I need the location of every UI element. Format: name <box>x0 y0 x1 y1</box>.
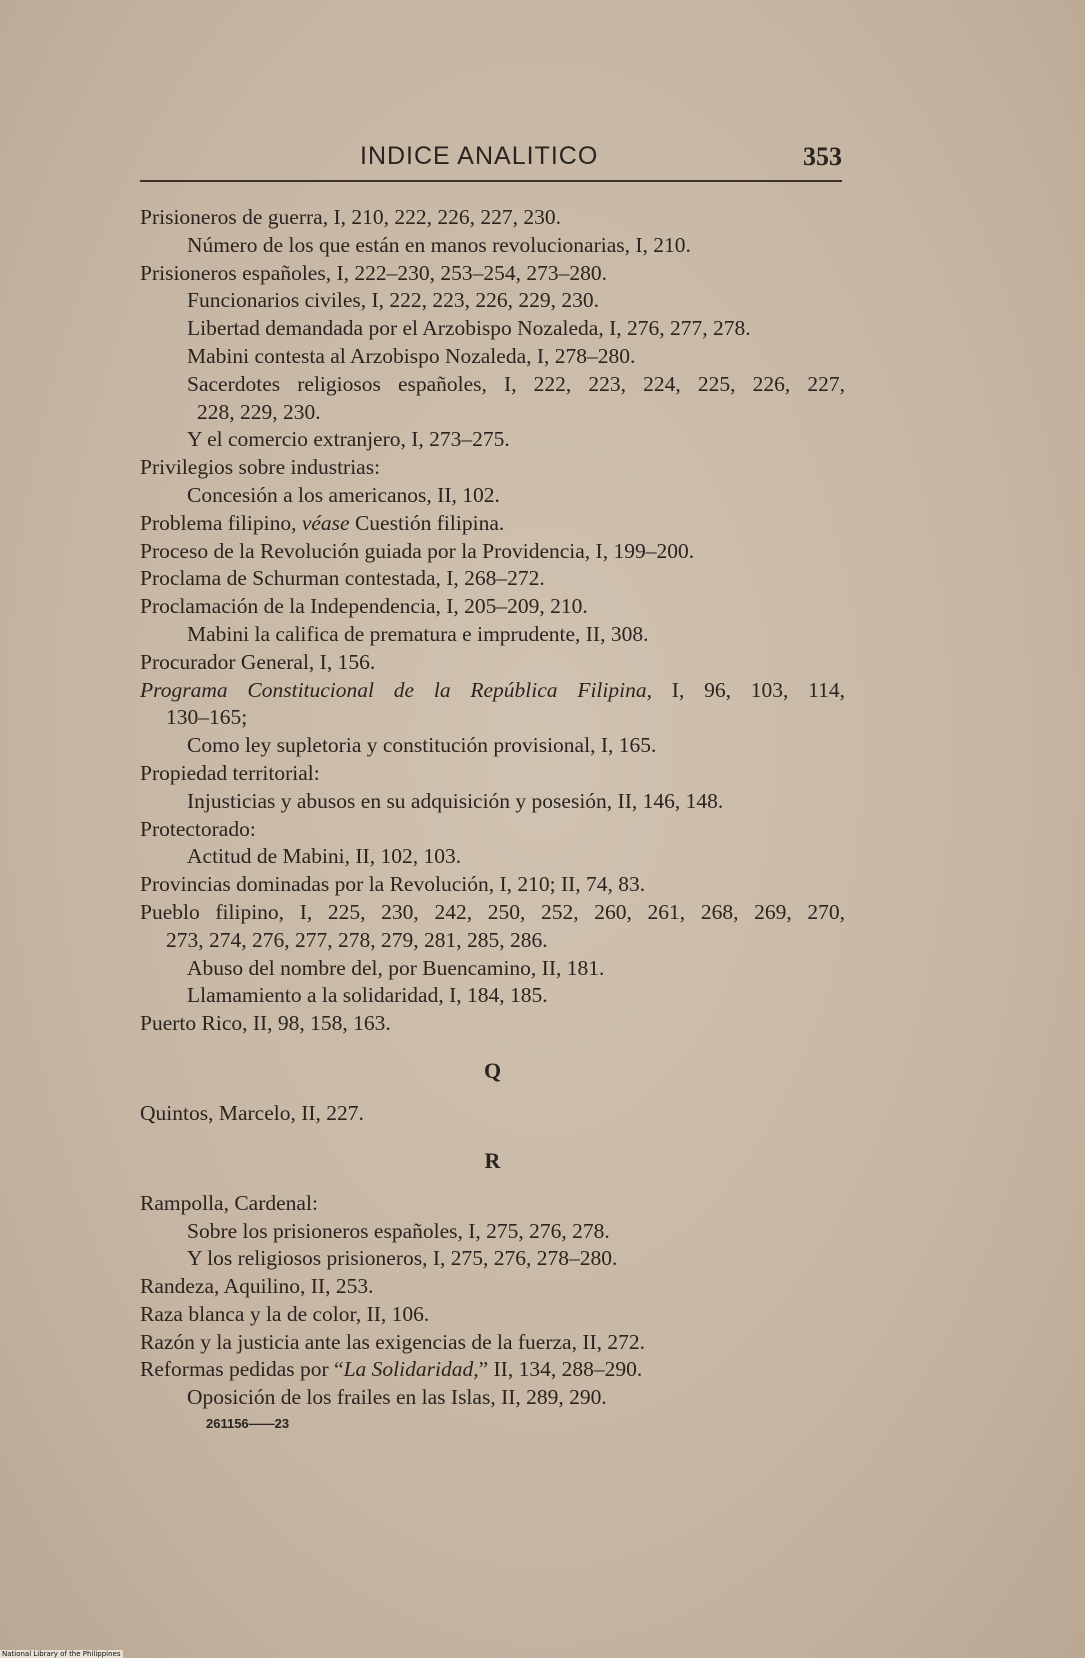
index-continuation: 273, 274, 276, 277, 278, 279, 281, 285, 286. <box>166 927 548 952</box>
index-subentry: Número de los que están en manos revolucionarias, I, 210. <box>187 232 691 257</box>
entry-italic: La Solidaridad, <box>343 1357 479 1382</box>
index-entry: Rampolla, Cardenal: <box>140 1190 318 1215</box>
index-subentry: Sobre los prisioneros españoles, I, 275, 276, 278. <box>187 1218 610 1243</box>
entry-text: Reformas pedidas por “ <box>140 1357 344 1382</box>
index-entry: Privilegios sobre industrias: <box>140 455 381 480</box>
index-entry: Proclama de Schurman contestada, I, 268–272. <box>140 566 545 591</box>
index-entry: Proclamación de la Independencia, I, 205–209, 210. <box>140 594 588 619</box>
index-subentry: Mabini contesta al Arzobispo Nozaleda, I, 278–280. <box>187 343 636 368</box>
index-continuation: 228, 229, 230. <box>197 399 321 424</box>
index-subentry: Concesión a los americanos, II, 102. <box>187 482 500 507</box>
index-continuation: 130–165; <box>166 705 248 730</box>
section-letter-q: Q <box>483 1057 502 1083</box>
index-entry: Pueblo filipino, I, 225, 230, 242, 250, 252, 260, 261, 268, 269, 270, <box>140 899 845 924</box>
page-number: 353 <box>803 142 842 171</box>
entry-italic: Programa Constitucional de la República Filipina, <box>140 677 652 702</box>
index-entry <box>140 677 845 705</box>
entry-text: Cuestión filipina. <box>354 510 505 535</box>
index-subentry: Abuso del nombre del, por Buencamino, II, 181. <box>187 955 605 980</box>
index-entry: Razón y la justicia ante las exigencias de la fuerza, II, 272. <box>140 1329 646 1354</box>
index-subentry: Sacerdotes religiosos españoles, I, 222, 223, 224, 225, 226, 227, <box>187 371 845 396</box>
index-subentry: Llamamiento a la solidaridad, I, 184, 185. <box>187 983 548 1008</box>
index-entry: Protectorado: <box>140 816 256 841</box>
signature-mark: 261156——23 <box>206 1416 290 1432</box>
index-subentry: Mabini la califica de prematura e imprudente, II, 308. <box>187 621 649 646</box>
index-subentry: Actitud de Mabini, II, 102, 103. <box>187 844 462 869</box>
index-entries <box>140 204 845 1431</box>
entry-text: Problema filipino, <box>140 510 297 535</box>
index-entry <box>140 510 845 538</box>
page-header <box>140 140 842 182</box>
index-entry: Randeza, Aquilino, II, 253. <box>140 1274 374 1299</box>
index-entry: Proceso de la Revolución guiada por la Providencia, I, 199–200. <box>140 538 695 563</box>
index-subentry: Y los religiosos prisioneros, I, 275, 276, 278–280. <box>187 1246 618 1271</box>
entry-italic: véase <box>301 510 350 535</box>
index-entry: Quintos, Marcelo, II, 227. <box>140 1100 364 1125</box>
index-entry: Provincias dominadas por la Revolución, I, 210; II, 74, 83. <box>140 872 646 897</box>
index-entry: Raza blanca y la de color, II, 106. <box>140 1301 430 1326</box>
scan-credit: National Library of the Philippines <box>2 1650 121 1658</box>
index-entry: Puerto Rico, II, 98, 158, 163. <box>140 1011 391 1036</box>
entry-text: I, 96, 103, 114, <box>671 677 846 702</box>
index-subentry: Oposición de los frailes en las Islas, II, 289, 290. <box>187 1385 607 1410</box>
index-subentry: Funcionarios civiles, I, 222, 223, 226, 229, 230. <box>187 288 600 313</box>
index-subentry: Y el comercio extranjero, I, 273–275. <box>187 427 510 452</box>
index-entry: Procurador General, I, 156. <box>140 649 376 674</box>
header-title: INDICE ANALITICO <box>360 142 599 170</box>
entry-text: ” II, 134, 288–290. <box>478 1357 643 1382</box>
index-entry: Prisioneros españoles, I, 222–230, 253–254, 273–280. <box>140 260 607 285</box>
section-letter-r: R <box>484 1147 501 1173</box>
index-entry <box>140 1356 845 1384</box>
index-subentry: Libertad demandada por el Arzobispo Nozaleda, I, 276, 277, 278. <box>187 316 751 341</box>
index-entry: Prisioneros de guerra, I, 210, 222, 226, 227, 230. <box>140 205 561 229</box>
index-subentry: Como ley supletoria y constitución provisional, I, 165. <box>187 733 657 758</box>
index-subentry: Injusticias y abusos en su adquisición y posesión, II, 146, 148. <box>187 788 724 813</box>
index-entry: Propiedad territorial: <box>140 760 320 785</box>
